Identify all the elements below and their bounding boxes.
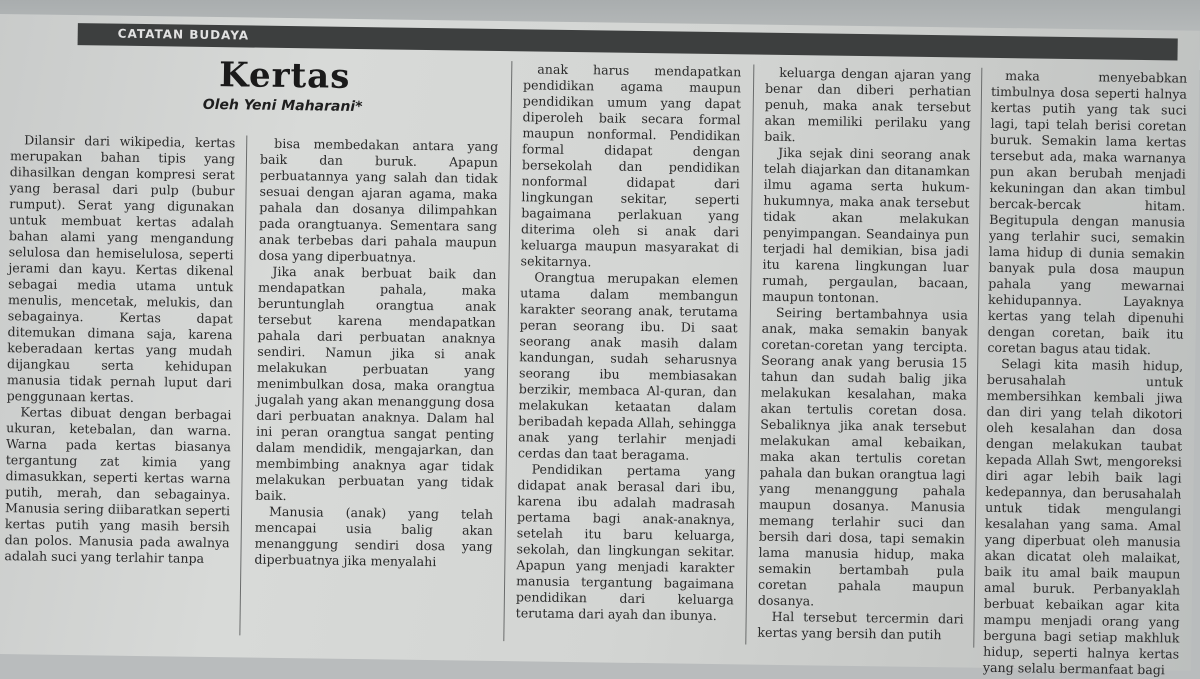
column-rule [745,65,754,645]
paragraph: keluarga dengan ajaran yang benar dan diberi perhatian penuh, maka anak tersebut akan memiliki perilaku yang baik. [764,64,972,145]
article-column-4 [757,65,971,648]
paragraph: Kertas dibuat dengan berbagai ukuran, ketebalan, dan warna. Warna pada kertas biasanya tergantung zat kimia yang dimasukkan, seperti kertas warna putih, merah, dan sebagainya. Manusia sering diibaratkan seperti kertas putih yang masih bersih dan polos. Manusia pada awalnya adalah suci yang terlahir tanpa [4,404,232,566]
article-column-5 [982,68,1188,678]
article-byline: Oleh Yeni Maharani* [202,96,363,116]
column-rule [973,68,982,648]
paragraph: anak harus mendapatkan pendidikan agama maupun pendidikan umum yang dapat diperoleh baik secara formal maupun nonformal. Pendidikan formal didapat dengan bersekolah dan pendidikan nonformal didapat dari lingkungan sekitar, seperti bagaimana perlakuan yang diterima oleh si anak dari keluarga maupun masyarakat di sekitarnya. [520,61,742,270]
column-rule [239,135,247,635]
paragraph: Pendidikan pertama yang didapat anak berasal dari ibu, karena ibu adalah madrasah pertama bagi anak-anaknya, setelah itu baru keluarga, sekolah, dan lingkungan sekitar. Apapun yang menjadi karakter manusia tergantung bagaimana pendidikan dari keluarga terutama dari ayah dan ibunya. [515,461,736,624]
paragraph: bisa membedakan antara yang baik dan buruk. Apapun perbuatannya yang salah dan tidak sesuai dengan ajaran agama, maka pahala dan dosanya dilimpahkan pada orangtuanya. Sementara sang anak terbebas dari pahala maupun dosa yang diperbuatnya. [258,135,499,265]
article-column-1 [3,132,235,635]
section-label: CATATAN BUDAYA [117,26,250,43]
paragraph: Jika anak berbuat baik dan mendapatkan pahala, maka beruntunglah orangtua anak tersebut karena mendapatkan pahala dari perbuatan anaknya sendiri. Namun jika si anak melakukan perbuatan yang menimbulkan dosa, maka orangtua jugalah yang akan menanggung dosa dari perbuatan anaknya. Dalam hal ini peran orangtua sangat penting dalam mendidik, mengajarkan, dan membimbing anaknya agar tidak melakukan perbuatan yang tidak baik. [255,263,497,504]
article-column-3 [515,61,741,644]
paragraph: Orangtua merupakan elemen utama dalam membangun karakter seorang anak, terutama peran seorang ibu. Di saat seorang anak masih dalam kandungan, sudah seharusnya seorang ibu membiasakan berzikir, membaca Al-quran, dan melakukan ketaatan dalam beribadah kepada Allah, sehingga anak yang terlahir menjadi cerdas dan taat beragama. [517,269,739,463]
paragraph: Hal tersebut tercermin dari kertas yang bersih dan putih [757,608,964,643]
paragraph: maka menyebabkan timbulnya dosa seperti halnya kertas putih yang tak suci lagi, tapi telah berisi coretan buruk. Semakin lama kertas tersebut ada, maka warnanya pun akan berubah menjadi kekuningan dan akan timbul bercak-bercak hitam. Begitupula dengan manusia yang terlahir suci, semakin lama hidup di dunia semakin banyak pula dosa maupun pahala yang mewarnai kehidupannya. Layaknya kertas yang telah dipenuhi dengan coretan, baik itu coretan bagus atau tidak. [987,68,1188,358]
paragraph: Jika sejak dini seorang anak telah diajarkan dan ditanamkan ilmu agama serta hukum-hukumnya, maka anak tersebut tidak akan melakukan penyimpangan. Seandainya pun terjadi hal demikian, bisa jadi itu karena lingkungan luar rumah, pergaulan, bacaan, maupun tontonan. [762,144,971,306]
article-column-2 [253,136,498,639]
paragraph: Manusia (anak) yang telah mencapai usia balig akan menanggung sendiri dosa yang diperbuatnya jika menyalahi [254,503,494,570]
paragraph: Selagi kita masih hidup, berusahalah untuk membersihkan kembali jiwa dan diri yang telah dikotori oleh kesalahan dan dosa dengan melakukan taubat kepada Allah Swt, mengoreksi diri agar lebih baik lagi kedepannya, dan berusahalah untuk tidak mengulangi kesalahan yang sama. Amal yang diperbuat oleh manusia akan dicatat oleh malaikat, baik itu amal baik maupun amal buruk. Perbanyaklah berbuat kebaikan agar kita mampu menjadi orang yang berguna bagi setiap makhluk hidup, seperti halnya kertas yang selalu bermanfaat bagi [982,356,1184,678]
article-title: Kertas [218,55,351,97]
paragraph: Seiring bertambahnya usia anak, maka semakin banyak coretan-coretan yang tercipta. Seorang anak yang berusia 15 tahun dan sudah balig jika melakukan kesalahan, maka akan tertulis coretan dosa. Sebaliknya jika anak tersebut melakukan amal kebaikan, maka akan tertulis coretan pahala dan bukan orangtua lagi yang menanggung pahala maupun dosanya. Manusia memang terlahir suci dan bersih dari dosa, tapi semakin lama manusia hidup, maka semakin bertambah pula coretan pahala maupun dosanya. [757,304,968,609]
paragraph: Dilansir dari wikipedia, kertas merupakan bahan tipis yang dihasilkan dengan kompresi serat yang berasal dari pulp (bubur rumput). Serat yang digunakan untuk membuat kertas adalah bahan alami yang mengandung selulosa dan hemiselulosa, seperti jerami dan kayu. Kertas dikenal sebagai media utama untuk menulis, mencetak, melukis, dan sebagainya. Kertas dapat ditemukan dimana saja, karena keberadaan kertas yang mudah dijangkau serta kehidupan manusia tidak pernah luput dari penggunaan kertas. [6,132,236,405]
column-rule [503,61,512,641]
newspaper-page [0,14,1200,678]
